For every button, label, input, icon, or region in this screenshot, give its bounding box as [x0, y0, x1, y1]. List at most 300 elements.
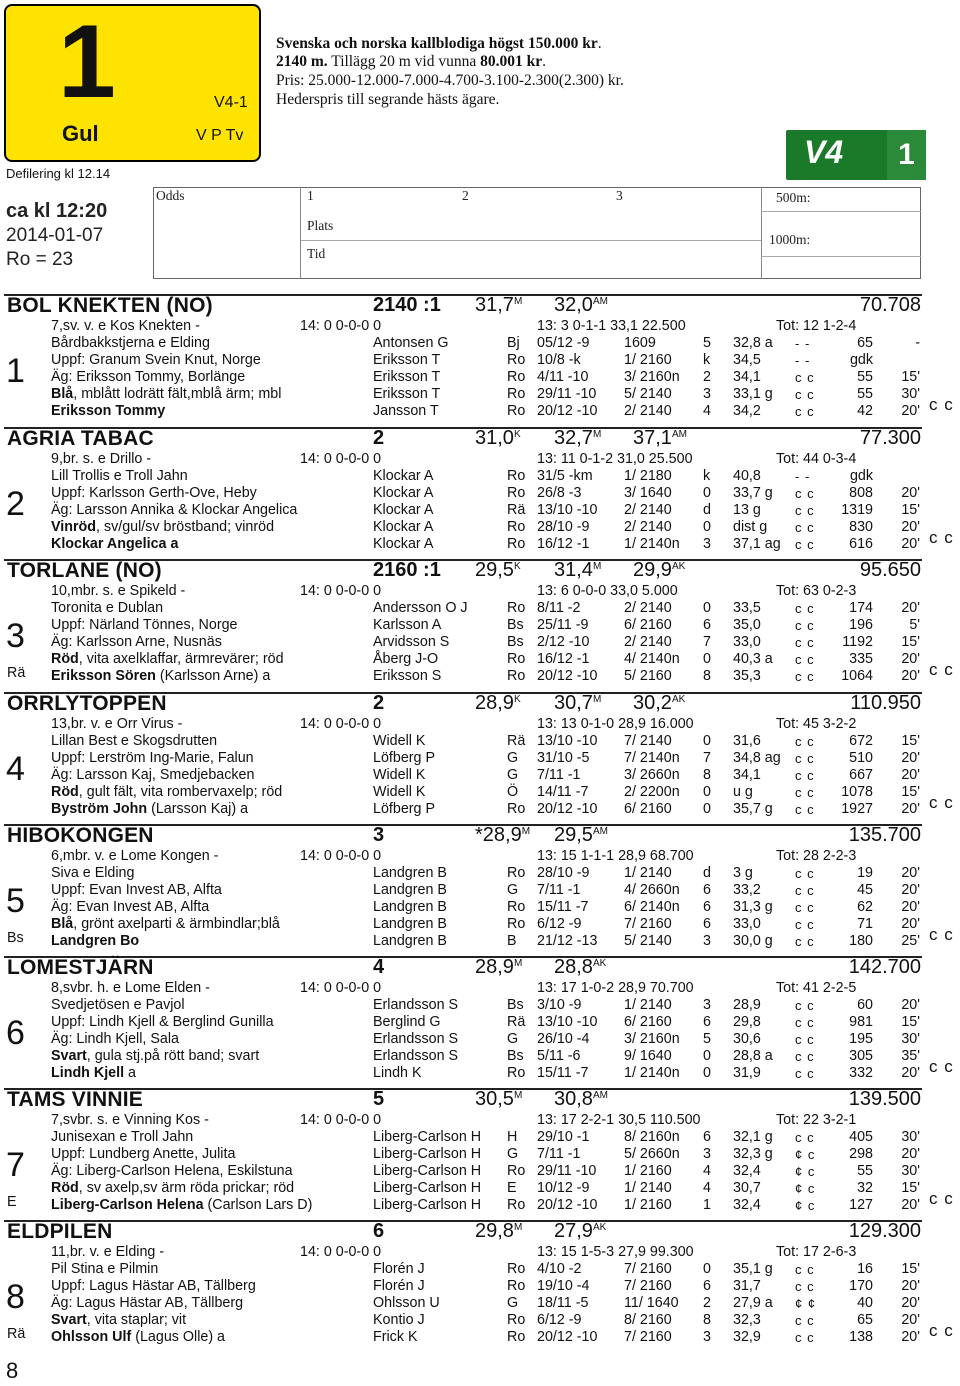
driver: Widell K	[373, 767, 426, 783]
start-position: 6	[703, 1278, 711, 1294]
km-time: 30,0 g	[733, 933, 773, 949]
placement-distance: 1609	[624, 335, 656, 351]
grid-divider	[761, 187, 762, 279]
track: Bs	[507, 617, 524, 633]
prize: 20'	[901, 750, 920, 766]
prize: 20'	[901, 668, 920, 684]
placement-distance: 2/ 2140	[624, 502, 672, 518]
horse-info: Junisexan e Troll Jahn	[51, 1129, 194, 1145]
horse-info: Äg: Lagus Hästar AB, Tällberg	[51, 1295, 244, 1311]
start-position: 3	[703, 933, 711, 949]
horse-name: ORRLYTOPPEN	[7, 692, 167, 715]
placement-distance: 3/ 1640	[624, 485, 672, 501]
proposition-line	[276, 72, 624, 90]
record-value: 28,9	[475, 956, 514, 978]
driver: Landgren B	[373, 865, 447, 881]
placement-distance: 6/ 2140n	[624, 899, 680, 915]
record-type: AK	[671, 694, 686, 705]
horse-info: Uppf: Lindh Kjell & Berglind Gunilla	[51, 1014, 274, 1030]
driver: Widell K	[373, 733, 426, 749]
horse-info	[51, 1065, 136, 1081]
shoe-info: c c	[795, 785, 815, 800]
start-number: 3	[6, 617, 25, 655]
race-date: 14/11 -7	[537, 784, 589, 800]
shoe-info: c c	[795, 1313, 815, 1328]
km-time: dist g	[733, 519, 768, 535]
placement-distance: 1/ 2140	[624, 865, 672, 881]
track: G	[507, 1295, 519, 1311]
km-time: 32,4	[733, 1163, 761, 1179]
race-date: 7/11 -1	[537, 767, 581, 783]
start-distance: 2	[373, 692, 385, 714]
record-type: M	[513, 1222, 523, 1233]
km-time: 40,8	[733, 468, 761, 484]
shoe-info: c c	[795, 635, 815, 650]
race-date: 31/10 -5	[537, 750, 590, 766]
shoe-today: c c	[929, 528, 954, 547]
placement-distance: 3/ 2160n	[624, 369, 680, 385]
prize: -	[915, 335, 920, 351]
season-stats: 14: 0 0-0-0 0	[300, 716, 382, 732]
race-date: 31/5 -km	[537, 468, 593, 484]
proposition-segment: .	[542, 53, 546, 70]
track: Ro	[507, 1197, 526, 1213]
driver: Florén J	[373, 1261, 425, 1277]
record-time	[475, 427, 521, 450]
horse-name: BOL KNEKTEN (NO)	[7, 294, 213, 317]
shoe-info: c c	[795, 866, 815, 881]
shoe-info: c c	[795, 1032, 815, 1047]
bet-types: V P Tv	[196, 127, 244, 144]
odds: 1078	[841, 784, 873, 800]
shoe-today: c c	[929, 793, 954, 812]
km-time: 34,1	[733, 369, 761, 385]
km-time: 13 g	[733, 502, 761, 518]
grid-divider	[761, 211, 921, 212]
km-time: 35,1 g	[733, 1261, 773, 1277]
km-time: 33,1 g	[733, 386, 773, 402]
placement-distance: 5/ 2160	[624, 668, 672, 684]
start-position: 0	[703, 651, 711, 667]
race-date: 16/12 -1	[537, 651, 590, 667]
driver: Klockar A	[373, 468, 434, 484]
placement-distance: 1/ 2160	[624, 352, 672, 368]
race-date: 28/10 -9	[537, 865, 590, 881]
prize: 20'	[901, 519, 920, 535]
track: Ro	[507, 403, 526, 419]
shoe-info: c c	[795, 802, 815, 817]
track: G	[507, 1146, 519, 1162]
km-time: 32,3	[733, 1312, 761, 1328]
race-date: 20/12 -10	[537, 668, 598, 684]
record-value: 28,8	[554, 956, 593, 978]
info-rest: , sv/gul/sv bröstband; vinröd	[96, 519, 275, 535]
shoe-info: c c	[795, 734, 815, 749]
prize: 20'	[901, 485, 920, 501]
start-number: 6	[6, 1014, 25, 1052]
race-date: 20/12 -10	[537, 801, 598, 817]
placement-distance: 6/ 2160	[624, 617, 672, 633]
race-date: 2014-01-07	[6, 225, 104, 246]
start-distance: 2160 :1	[373, 559, 441, 581]
record-time	[554, 559, 601, 582]
prize: 35'	[901, 1048, 920, 1064]
earnings: 129.300	[848, 1220, 921, 1242]
start-time: ca kl 12:20	[6, 200, 108, 222]
earnings: 95.650	[859, 559, 921, 581]
shoe-info: c c	[795, 768, 815, 783]
race-date: 20/12 -10	[537, 403, 598, 419]
km-time: 28,8 a	[733, 1048, 773, 1064]
record-time	[633, 692, 685, 715]
record-time	[475, 1088, 522, 1111]
prize: 20'	[901, 600, 920, 616]
info-bold: Vinröd	[51, 519, 97, 535]
shoe-info: c c	[795, 1330, 815, 1345]
driver: Liberg-Carlson H	[373, 1146, 482, 1162]
horse-name: TAMS VINNIE	[7, 1088, 143, 1111]
record-type: AK	[592, 958, 607, 969]
shoe-info: c c	[795, 503, 815, 518]
driver: Liberg-Carlson H	[373, 1180, 482, 1196]
driver: Ohlsson U	[373, 1295, 440, 1311]
driver: Klockar A	[373, 536, 434, 552]
total-stats: Tot: 44 0-3-4	[776, 451, 857, 467]
start-position: 3	[703, 997, 711, 1013]
trainer-tag: E	[7, 1194, 17, 1210]
odds: 981	[849, 1014, 873, 1030]
odds: 1927	[841, 801, 873, 817]
horse-info: Bårdbakkstjerna e Elding	[51, 335, 210, 351]
proposition-segment: .	[597, 35, 602, 52]
odds: 19	[857, 865, 873, 881]
prize: 15'	[901, 733, 920, 749]
track: Ro	[507, 865, 526, 881]
driver: Eriksson T	[373, 369, 441, 385]
track: G	[507, 767, 519, 783]
race-date: 19/10 -4	[537, 1278, 590, 1294]
record-value: 30,8	[554, 1088, 593, 1110]
horse-info: Uppf: Lagus Hästar AB, Tällberg	[51, 1278, 256, 1294]
prize: 20'	[901, 651, 920, 667]
km-time: 34,1	[733, 767, 761, 783]
placement-distance: 8/ 2160n	[624, 1129, 680, 1145]
grid-500m-label: 500m:	[776, 190, 811, 205]
start-number: 1	[6, 352, 25, 390]
season-stats: 14: 0 0-0-0 0	[300, 451, 382, 467]
horse-info: Eriksson Tommy	[51, 403, 166, 419]
start-distance: 2	[373, 427, 385, 449]
odds: 830	[849, 519, 873, 535]
horse-info: Äg: Evan Invest AB, Alfta	[51, 899, 210, 915]
horse-info: 6,mbr. v. e Lome Kongen -	[51, 848, 219, 864]
driver: Landgren B	[373, 882, 447, 898]
placement-distance: 11/ 1640	[624, 1295, 679, 1311]
total-stats: Tot: 28 2-2-3	[776, 848, 857, 864]
race-color: Gul	[62, 121, 99, 146]
horse-info: 9,br. s. e Drillo -	[51, 451, 152, 467]
start-position: 8	[703, 668, 711, 684]
race-date: 05/12 -9	[537, 335, 590, 351]
km-time: 34,2	[733, 403, 761, 419]
race-date: 15/11 -7	[537, 1065, 589, 1081]
info-rest: , grönt axelparti & ärmbindlar;blå	[73, 916, 280, 932]
earnings: 139.500	[848, 1088, 921, 1110]
prize: 20'	[901, 403, 920, 419]
odds: 55	[857, 369, 873, 385]
track: Ro	[507, 651, 526, 667]
horse-info: Äg: Larsson Kaj, Smedjebacken	[51, 767, 255, 783]
odds: 305	[849, 1048, 873, 1064]
earnings: 77.300	[859, 427, 921, 449]
start-position: 3	[703, 1146, 711, 1162]
record-type: AK	[592, 1222, 607, 1233]
record-type: AM	[592, 1090, 608, 1101]
v4-logo	[786, 130, 926, 180]
record-value: 27,9	[554, 1220, 593, 1242]
record-value: 31,4	[554, 559, 593, 581]
shoe-info: c c	[795, 601, 815, 616]
track: Rä	[507, 1014, 526, 1030]
shoe-info: c c	[795, 669, 815, 684]
km-time: 40,3 a	[733, 651, 773, 667]
track: Ö	[507, 784, 519, 800]
info-rest: , vita staplar; vit	[86, 1312, 187, 1328]
prize: 15'	[901, 502, 920, 518]
info-rest: , gula stj.på rött band; svart	[86, 1048, 260, 1064]
odds: 510	[849, 750, 873, 766]
placement-distance: 8/ 2160	[624, 1312, 672, 1328]
start-position: 0	[703, 801, 711, 817]
record-time	[475, 956, 522, 979]
start-position: 8	[703, 767, 711, 783]
start-position: 3	[703, 1329, 711, 1345]
shoe-info: c c	[795, 1279, 815, 1294]
odds: 298	[849, 1146, 873, 1162]
track: Ro	[507, 352, 526, 368]
race-date: 16/12 -1	[537, 536, 590, 552]
shoe-today: c c	[929, 925, 954, 944]
horse-info	[51, 801, 248, 817]
odds: 40	[857, 1295, 873, 1311]
record-type: AM	[592, 296, 608, 307]
shoe-info: c c	[795, 917, 815, 932]
odds: 32	[857, 1180, 873, 1196]
driver: Widell K	[373, 784, 426, 800]
record-time	[554, 427, 601, 450]
driver: Erlandsson S	[373, 997, 459, 1013]
track: Ro	[507, 369, 526, 385]
game-tag: V4-1	[214, 94, 248, 111]
race-date: 6/12 -9	[537, 916, 582, 932]
info-bold: Röd	[51, 1180, 79, 1196]
shoe-info: - -	[795, 353, 811, 368]
race-ro: Ro = 23	[6, 249, 74, 270]
placement-distance: 9/ 1640	[624, 1048, 672, 1064]
season-stats: 14: 0 0-0-0 0	[300, 583, 382, 599]
horse-info: Uppf: Granum Svein Knut, Norge	[51, 352, 261, 368]
km-time: 33,2	[733, 882, 761, 898]
odds: 16	[857, 1261, 873, 1277]
race-date: 26/8 -3	[537, 485, 582, 501]
driver: Liberg-Carlson H	[373, 1129, 482, 1145]
km-time: 29,8	[733, 1014, 761, 1030]
km-time: 32,3 g	[733, 1146, 773, 1162]
year-stats: 13: 17 2-2-1 30,5 110.500	[537, 1112, 701, 1128]
shoe-today: c c	[929, 1057, 954, 1076]
track: H	[507, 1129, 518, 1145]
km-time: 32,1 g	[733, 1129, 773, 1145]
km-time: 32,4	[733, 1197, 761, 1213]
record-type: M	[513, 296, 523, 307]
km-time: 28,9	[733, 997, 761, 1013]
record-type: AM	[671, 429, 687, 440]
horse-info	[51, 1197, 312, 1213]
driver: Kontio J	[373, 1312, 425, 1328]
placement-distance: 1/ 2140	[624, 997, 672, 1013]
race-date: 25/11 -9	[537, 617, 589, 633]
start-position: 6	[703, 1129, 711, 1145]
horse-info: Äg: Lindh Kjell, Sala	[51, 1031, 179, 1047]
shoe-today: c c	[929, 395, 954, 414]
track: Ro	[507, 1261, 526, 1277]
placement-distance: 1/ 2160	[624, 1197, 672, 1213]
odds: 65	[857, 1312, 873, 1328]
trainer-tag: Rä	[7, 1326, 26, 1342]
grid-divider	[761, 256, 921, 257]
record-value: 32,0	[554, 294, 593, 316]
prize: 20'	[901, 1197, 920, 1213]
start-position: 0	[703, 600, 711, 616]
driver: Lindh K	[373, 1065, 422, 1081]
record-time	[554, 824, 608, 847]
record-value: *28,9	[475, 824, 522, 846]
year-stats: 13: 11 0-1-2 31,0 25.500	[537, 451, 693, 467]
odds: 195	[849, 1031, 873, 1047]
total-stats: Tot: 22 3-2-1	[776, 1112, 857, 1128]
track: Bs	[507, 1048, 524, 1064]
horse-info: Siva e Elding	[51, 865, 135, 881]
info-rest: (Carlson Lars D)	[203, 1197, 313, 1213]
horse-info: Uppf: Närland Tönnes, Norge	[51, 617, 238, 633]
record-value: 29,9	[633, 559, 672, 581]
shoe-info: - -	[795, 336, 811, 351]
prize: 5'	[909, 617, 920, 633]
record-time	[475, 692, 521, 715]
prize: 30'	[901, 1163, 920, 1179]
placement-distance: 3/ 2160n	[624, 1031, 680, 1047]
start-distance: 5	[373, 1088, 385, 1110]
info-bold: Lindh Kjell	[51, 1065, 125, 1081]
record-type: M	[513, 1090, 523, 1101]
horse-info: Landgren Bo	[51, 933, 140, 949]
start-position: 2	[703, 369, 711, 385]
odds: gdk	[849, 352, 873, 368]
page-number: 8	[6, 1358, 19, 1383]
horse-info: Uppf: Karlsson Gerth-Ove, Heby	[51, 485, 257, 501]
track: Bs	[507, 634, 524, 650]
proposition-segment: 80.001 kr	[480, 53, 543, 70]
shoe-info: - -	[795, 469, 811, 484]
grid-plats-label: Plats	[307, 218, 334, 233]
odds: 42	[857, 403, 873, 419]
info-rest: (Larsson Kaj) a	[147, 801, 249, 817]
driver: Åberg J-O	[373, 651, 439, 667]
placement-distance: 5/ 2660n	[624, 1146, 680, 1162]
odds: 1064	[841, 668, 873, 684]
info-rest: , mblått lodrätt fält,mblå ärm; mbl	[73, 386, 282, 402]
start-position: 1	[703, 1197, 711, 1213]
record-time	[633, 559, 685, 582]
km-time: u g	[733, 784, 753, 800]
km-time: 32,8 a	[733, 335, 773, 351]
start-position: 6	[703, 617, 711, 633]
proposition-segment: Hederspris till segrande hästs ägare.	[276, 91, 500, 108]
horse-info: Lill Trollis e Troll Jahn	[51, 468, 188, 484]
driver: Arvidsson S	[373, 634, 450, 650]
start-position: k	[703, 352, 711, 368]
track: Bs	[507, 997, 524, 1013]
start-number: 7	[6, 1146, 25, 1184]
record-type: K	[513, 694, 521, 705]
shoe-info: c c	[795, 900, 815, 915]
odds: 127	[849, 1197, 873, 1213]
km-time: 31,9	[733, 1065, 761, 1081]
race-date: 20/12 -10	[537, 1197, 598, 1213]
placement-distance: 7/ 2160	[624, 916, 672, 932]
prize: 30'	[901, 1031, 920, 1047]
shoe-info: c c	[795, 934, 815, 949]
driver: Erlandsson S	[373, 1031, 459, 1047]
grid-1000m-label: 1000m:	[769, 232, 811, 247]
odds: 71	[857, 916, 873, 932]
earnings: 142.700	[848, 956, 921, 978]
season-stats: 14: 0 0-0-0 0	[300, 980, 382, 996]
grid-divider	[300, 187, 301, 279]
shoe-info: c c	[795, 537, 815, 552]
record-time	[475, 1220, 522, 1243]
year-stats: 13: 6 0-0-0 33,0 5.000	[537, 583, 678, 599]
proposition-segment: Svenska och norska kallblodiga högst	[276, 35, 528, 52]
record-time	[554, 1088, 608, 1111]
start-position: 4	[703, 1163, 711, 1179]
track: G	[507, 750, 519, 766]
placement-distance: 2/ 2140	[624, 600, 672, 616]
odds: 667	[849, 767, 873, 783]
start-position: 0	[703, 1261, 711, 1277]
horse-name: TORLANE (NO)	[7, 559, 162, 582]
earnings: 135.700	[848, 824, 921, 846]
total-stats: Tot: 45 3-2-2	[776, 716, 857, 732]
odds: 60	[857, 997, 873, 1013]
race-date: 7/11 -1	[537, 882, 581, 898]
placement-distance: 7/ 2160	[624, 1329, 672, 1345]
track: Ro	[507, 899, 526, 915]
placement-distance: 7/ 2140n	[624, 750, 680, 766]
record-type: M	[592, 561, 602, 572]
prize: 20'	[901, 899, 920, 915]
start-position: 7	[703, 750, 711, 766]
km-time: 33,5	[733, 600, 761, 616]
km-time: 37,1 ag	[733, 536, 781, 552]
horse-info: 11,br. v. e Elding -	[51, 1244, 165, 1260]
shoe-today: c c	[929, 660, 954, 679]
race-date: 2/12 -10	[537, 634, 590, 650]
placement-distance: 1/ 2180	[624, 468, 672, 484]
record-time	[554, 956, 606, 979]
odds: 65	[857, 335, 873, 351]
start-distance: 4	[373, 956, 385, 978]
